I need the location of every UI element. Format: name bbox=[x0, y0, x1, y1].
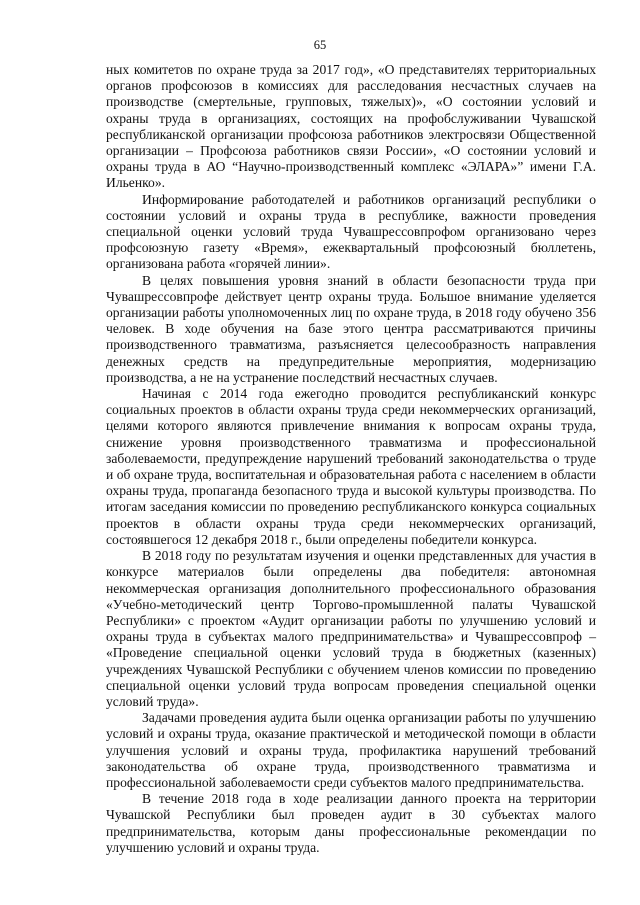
paragraph-audit-results: В течение 2018 года в ходе реализации данного проекта на территории Чувашской Республики был проведен аудит в 30 субъектах малого предпринимательства, которым даны профессиональные рекомендации по улучшению условий и охраны труда. bbox=[106, 791, 596, 855]
paragraph-audit-tasks: Задачами проведения аудита были оценка организации работы по улучшению условий и охраны труда, оказание практической и методической помощи в области улучшения условий и охраны труда, профилактика нарушений требований законодательства об охране труда, производственного травматизма и профессиональной заболеваемости среди субъектов малого предпринимательства. bbox=[106, 710, 596, 790]
paragraph-continuation: ных комитетов по охране труда за 2017 год», «О представителях территориальных органов профсоюзов в комиссиях для расследования несчастных случаев на производстве (смертельные, групповых, тяжелых)», «О состоянии условий и охраны труда в организациях, состоящих на профобслуживании Чувашской республиканской организации профсоюза работников электросвязи Общественной организации – Профсоюза работников связи России», «О состоянии условий и охраны труда в АО “Научно-производственный комплекс «ЭЛАРА»” имени Г.А. Ильенко». bbox=[106, 62, 596, 191]
paragraph-training-center: В целях повышения уровня знаний в области безопасности труда при Чувашрессовпрофе действует центр охраны труда. Большое внимание уделяется организации работы уполномоченных лиц по охране труда, в 2018 году обучено 356 человек. В ходе обучения на базе этого центра рассматриваются причины производственного травматизма, разъясняется целесообразность направления денежных средств на предупредительные мероприятия, модернизацию производства, а не на устранение последствий несчастных случаев. bbox=[106, 272, 596, 385]
paragraph-contest: Начиная с 2014 года ежегодно проводится республиканский конкурс социальных проектов в области охраны труда среди некоммерческих организаций, целями которого являются привлечение внимания к вопросам охраны труда, снижение уровня производственного травматизма и профессиональной заболеваемости, предупреждение нарушений требований законодательства о труде и об охране труда, воспитательная и образовательная работа с населением в области охраны труда, пропаганда безопасного труда и высокой культуры производства. По итогам заседания комиссии по проведению республиканского конкурса социальных проектов в области охраны труда среди некоммерческих организаций, состоявшегося 12 декабря 2018 г., были определены победители конкурса. bbox=[106, 386, 596, 547]
body-text bbox=[106, 62, 596, 856]
page-number: 65 bbox=[313, 38, 327, 52]
paragraph-winners: В 2018 году по результатам изучения и оценки представленных для участия в конкурсе материалов были определены два победителя: автономная некоммерческая организация дополнительного профессионального образования «Учебно-методический центр Торгово-промышленной палаты Чувашской Республики» с проектом «Аудит организации работы по улучшению условий и охраны труда в субъектах малого предпринимательства» и Чувашрессовпроф – «Проведение специальной оценки условий труда в бюджетных (казенных) учреждениях Чувашской Республики с обучением членов комиссии по проведению специальной оценки условий труда вопросам проведения специальной оценки условий труда». bbox=[106, 548, 596, 709]
paragraph-informing: Информирование работодателей и работников организаций республики о состоянии условий и охраны труда в республике, важности проведения специальной оценки условий труда Чувашрессовпрофом организовано через профсоюзную газету «Время», ежеквартальный профсоюзный бюллетень, организована работа «горячей линии». bbox=[106, 191, 596, 272]
